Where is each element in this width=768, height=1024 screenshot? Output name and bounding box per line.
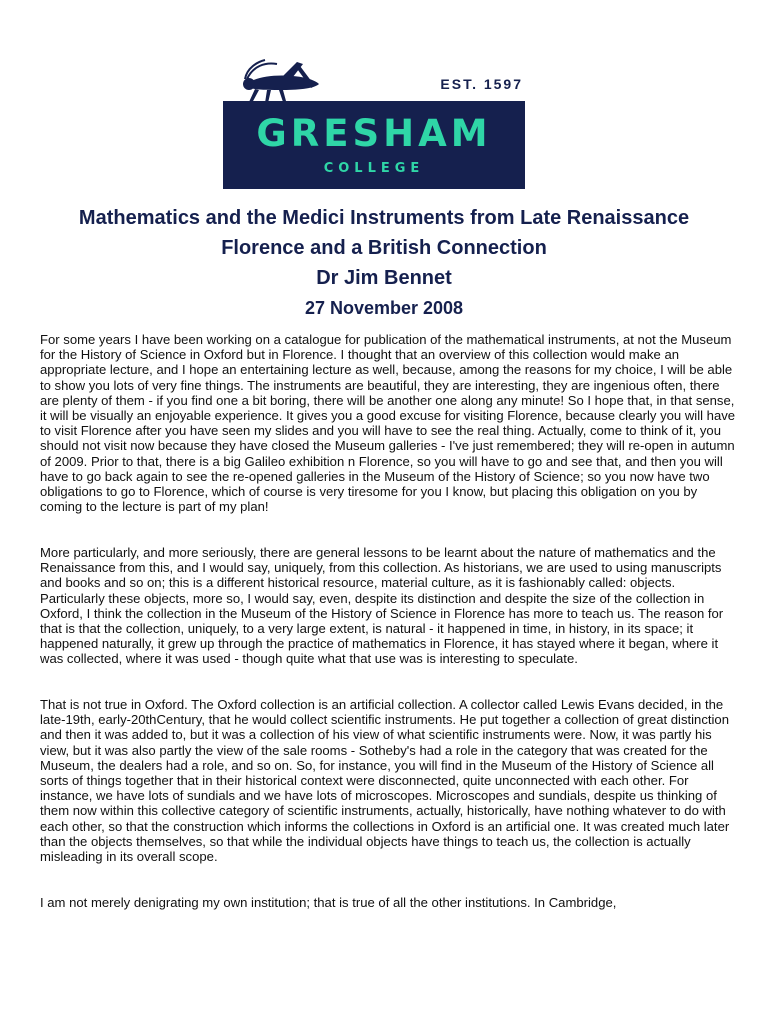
gresham-college-logo [223,56,525,189]
lecture-author: Dr Jim Bennet [316,267,452,289]
lecture-title-line-1: Mathematics and the Medici Instruments from Late Renaissance [78,207,690,229]
paragraph: That is not true in Oxford. The Oxford collection is an artificial collection. A collector called Lewis Evans decided, in the late-19th, early-20thCentury, that he would collect scientific instruments. He put together a collection of great distinction and then it was added to, but it was a collection of his view of what scientific instruments were. Now, it was partly his view, but it was also partly the view of the sale rooms - Sotheby's had a role in the category that was created for the Museum, the dealers had a role, and so on. So, for instance, you will find in the Museum of the History of Science all sorts of things together that in their historical context were disconnected, quite unconnected with each other. For instance, we have lots of sundials and we have lots of microscopes. Microscopes and sundials, despite us thinking of them now within this collective category of scientific instruments, actually, historically, have nothing whatever to do with each other, so that the construction which informs the collections in Oxford is an artificial one. It was created much later than the objects themselves, so that while the individual objects have things to teach us, the collection is actually misleading in its overall scope. [40,697,730,865]
lecture-header [30,203,738,321]
paragraph: More particularly, and more seriously, there are general lessons to be learnt about the nature of mathematics and the Renaissance from this, and I would say, uniquely, from this collection. As historians, we are used to using manuscripts and books and so on; this is a different historical resource, material culture, as it is fashionably called: objects. Particularly these objects, more so, I would say, even, despite its distinction and despite the size of the collection in Oxford, I think the collection in the Museum of the History of Science in Florence has more to teach us. The reason for that is that the collection, uniquely, to a very large extent, is natural - it happened in time, in history, in its space; it happened naturally, it grew up through the practice of mathematics in Florence, it has stayed where it began, where it was collected, where it was used - though quite what that use was is interesting to speculate. [40,544,724,667]
established-year: EST. 1597 [440,76,523,92]
lecture-title-line-2: Florence and a British Connection [221,237,547,259]
logo-name: GRESHAM [256,112,492,155]
transcript-body [40,332,738,941]
lecture-date: 27 November 2008 [304,298,464,318]
paragraph: I am not merely denigrating my own institution; that is true of all the other institutions. In Cambridge, [40,894,617,910]
logo-subtitle: COLLEGE [323,161,425,176]
paragraph: For some years I have been working on a catalogue for publication of the mathematical instruments, at not the Museum for the History of Science in Oxford but in Florence. I thought that an overview of this collection would make an appropriate lecture, and I hope an entertaining lecture as well, because, among the reasons for my choice, I will be able to show you lots of very fine things. The instruments are beautiful, they are interesting, they are ingenious often, there are plenty of them - if you find one a bit boring, there will be another one along any minute! So I hope that, in that sense, it will be visually an enjoyable experience. It gives you a good excuse for visiting Florence, because clearly you will have to visit Florence after you have seen my slides and you will have to see the real thing. Actually, come to think of it, you should not visit now because they have closed the Museum galleries - I've just remembered; they will re-open in autumn of 2009. Prior to that, there is a big Galileo exhibition n Florence, so you will have to go and see that, and then you will have to go back again to see the re-opened galleries in the Museum of the History of Science; so you now have two obligations to go to Florence, which of course is very tiresome for you I know, but placing this obligation on you by coming to the lecture is part of my plan! [40,332,736,515]
